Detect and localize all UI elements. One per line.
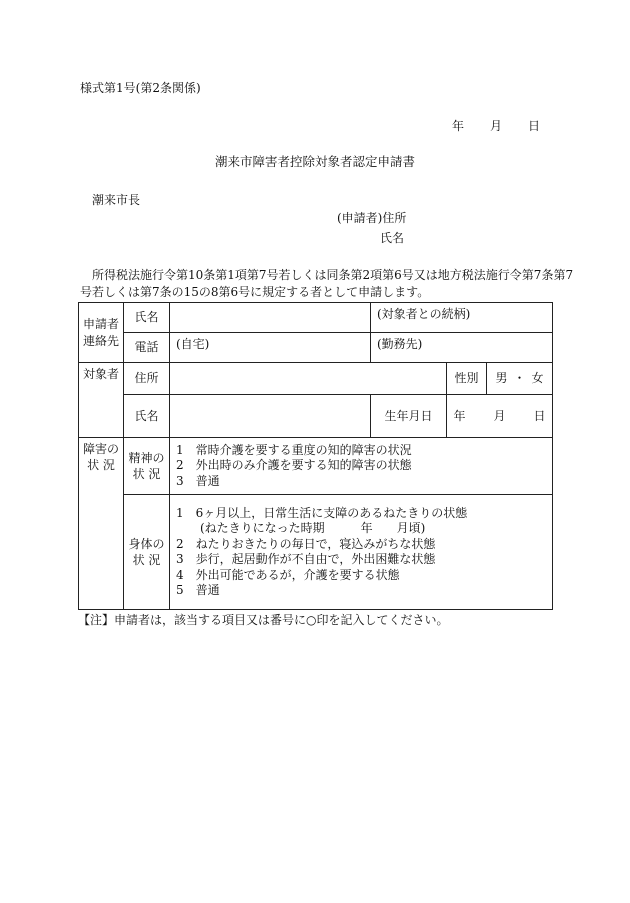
relation-field[interactable] xyxy=(371,303,553,333)
applicant-name-label: 氏名 xyxy=(380,231,405,245)
gender-female[interactable]: 女 xyxy=(531,371,544,386)
physical-option-3[interactable]: 3 歩行，起居動作が不自由で，外出困難な状態 xyxy=(176,552,436,566)
applicant-name-field-label: 氏名 xyxy=(124,303,170,333)
form-number: 様式第1号(第2条関係) xyxy=(80,81,201,95)
mental-option-1[interactable]: 1 常時介護を要する重度の知的障害の状況 xyxy=(176,442,412,457)
date-year: 年 xyxy=(452,119,465,133)
relation-label: (対象者との続柄) xyxy=(377,307,471,321)
work-label: (勤務先) xyxy=(377,337,423,351)
mental-status-label: 精神の 状 況 xyxy=(124,438,170,495)
document-title: 潮来市障害者控除対象者認定申請書 xyxy=(214,154,415,169)
physical-option-1[interactable]: 1 6ヶ月以上，日常生活に支障のあるねたきりの状態 xyxy=(176,505,468,520)
physical-status-label: 身体の 状 況 xyxy=(124,495,170,610)
subject-label: 対象者 xyxy=(79,363,124,438)
body-text-line-1: 所得税法施行令第10条第1項第7号若しくは同条第2項第6号又は地方税法施行令第7条第7 xyxy=(92,268,574,282)
addressee: 潮来市長 xyxy=(92,193,141,207)
gender-field[interactable]: 男 ・ 女 xyxy=(487,363,553,395)
date-line xyxy=(452,120,540,132)
work-phone-field[interactable] xyxy=(371,333,553,363)
application-form-table xyxy=(78,302,553,610)
note: 【注】申請者は，該当する項目又は番号に○印を記入してください。 xyxy=(78,613,449,627)
home-phone-field[interactable] xyxy=(170,333,371,363)
physical-status-options xyxy=(170,495,553,610)
bedridden-since[interactable]: (ねたきりになった時期 年 月頃) xyxy=(200,521,426,535)
applicant-name-field[interactable] xyxy=(170,303,371,333)
date-day: 日 xyxy=(528,119,541,133)
birthdate-field[interactable]: 年 月 日 xyxy=(447,395,553,438)
mental-option-2[interactable]: 2 外出時のみ介護を要する知的障害の状態 xyxy=(176,458,412,473)
contact-label: 申請者 連絡先 xyxy=(79,303,124,363)
birthdate-label: 生年月日 xyxy=(371,395,447,438)
gender-label: 性別 xyxy=(447,363,487,395)
physical-option-4[interactable]: 4 外出可能であるが，介護を要する状態 xyxy=(176,567,400,582)
gender-male[interactable]: 男 xyxy=(495,371,508,386)
subject-address-label: 住所 xyxy=(124,363,170,395)
body-text-line-2: 号若しくは第7条の15の8第6号に規定する者として申請します。 xyxy=(80,285,430,299)
mental-status-options xyxy=(170,438,553,495)
physical-option-2[interactable]: 2 ねたりおきたりの毎日で，寝込みがちな状態 xyxy=(176,536,436,551)
mental-option-3[interactable]: 3 普通 xyxy=(176,473,220,488)
date-month: 月 xyxy=(490,119,503,133)
disability-label: 障害の 状 況 xyxy=(79,438,124,610)
subject-name-label: 氏名 xyxy=(124,395,170,438)
subject-address-field[interactable] xyxy=(170,363,447,395)
phone-label: 電話 xyxy=(124,333,170,363)
subject-name-field[interactable] xyxy=(170,395,371,438)
physical-option-5[interactable]: 5 普通 xyxy=(176,583,220,597)
applicant-address-label: (申請者)住所 xyxy=(337,211,407,225)
home-label: (自宅) xyxy=(176,337,210,351)
